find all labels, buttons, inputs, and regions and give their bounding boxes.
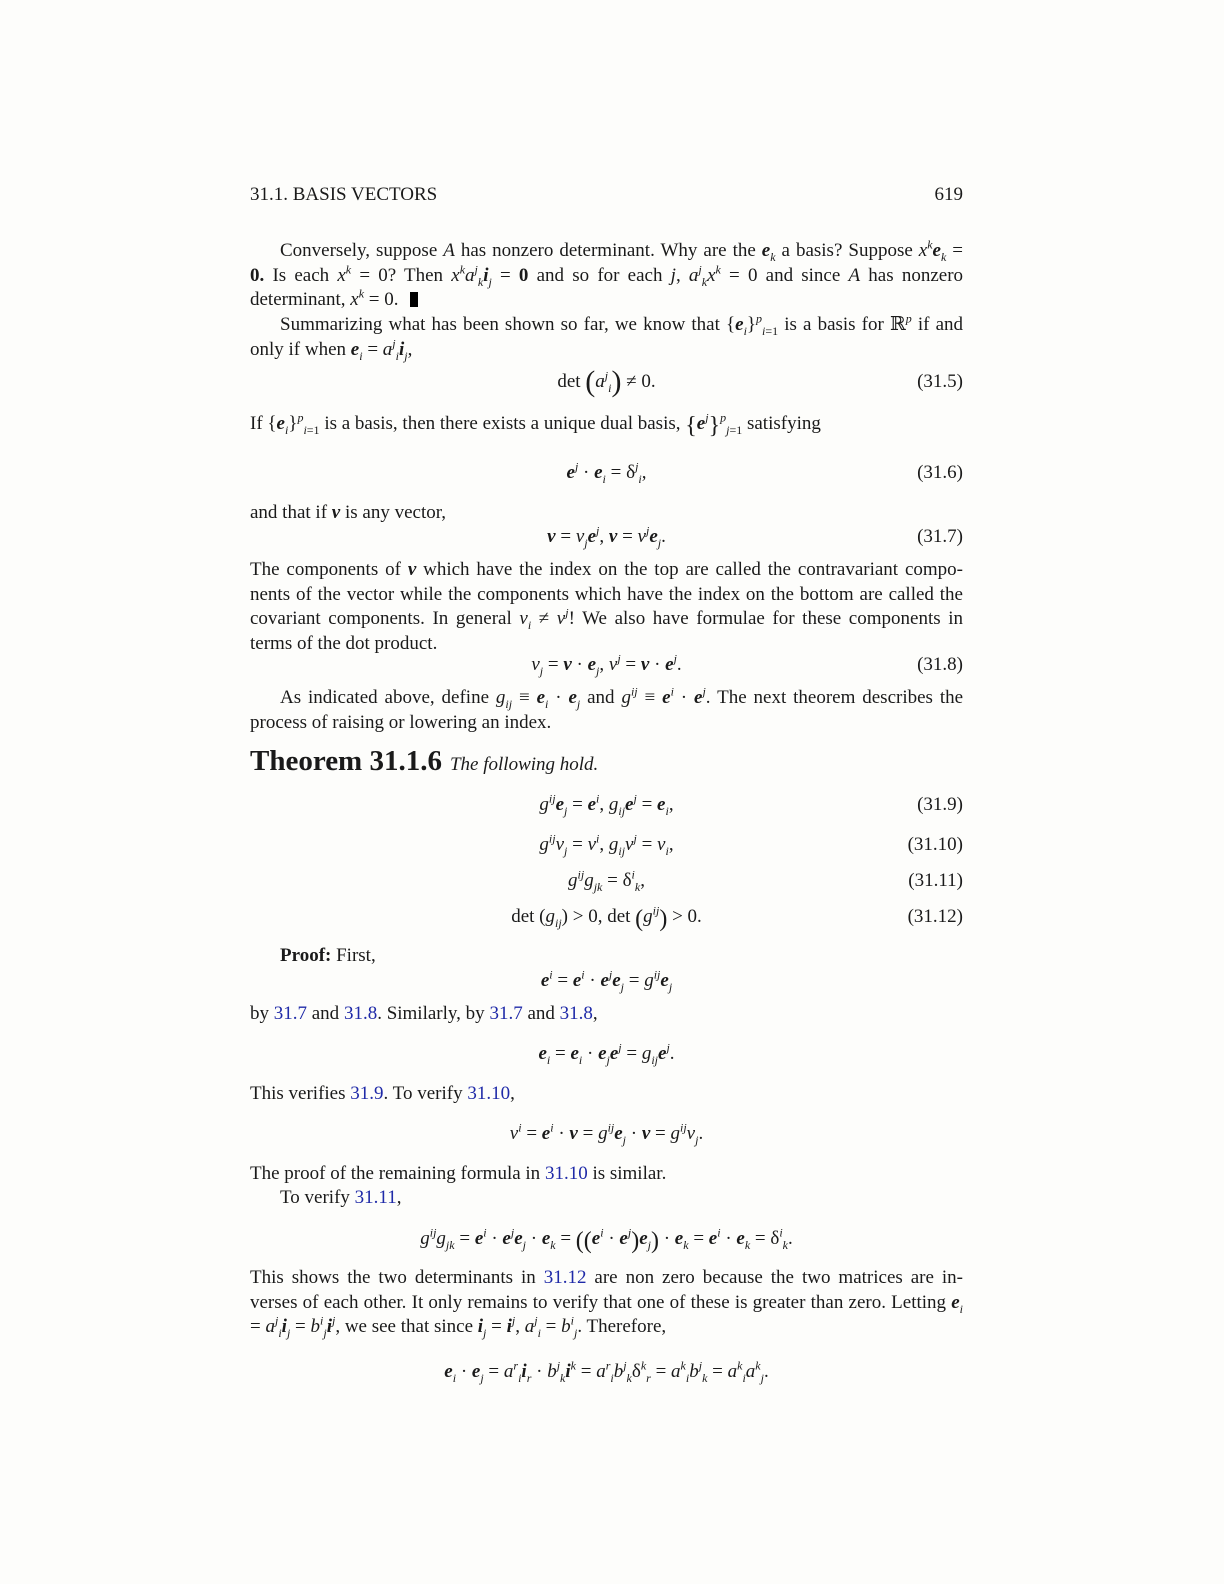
theorem-statement: The following hold.: [449, 754, 599, 775]
paragraph-components: The components of v which have the index on the top are called the contravariant compo- nents of the vector while the components which have the index on the bottom are called the covariant components. In general $v_i \ne v^j$! We also have formulae for these components in terms of the dot product.: [250, 559, 963, 654]
text-fragment: and that if: [250, 502, 328, 523]
ref-link-31-8[interactable]: 31.8: [559, 1003, 593, 1024]
page-number: 619: [934, 184, 963, 205]
paragraph-verify-11: To verify 31.11,: [280, 1187, 402, 1208]
equation-number: (31.12): [907, 906, 963, 927]
paragraph-remaining: [250, 1162, 963, 1187]
equation-number: (31.5): [917, 371, 963, 392]
ref-link-31-12[interactable]: 31.12: [543, 1267, 587, 1288]
text-fragment: is any vector,: [344, 502, 447, 523]
paragraph-summary: Summarizing what has been shown so far, we know that $\{e_i\}^p_{i=1}$ is a basis for ℝ$^p$ if and only if when $e_i = a^j_ii_j$,: [250, 311, 963, 363]
paragraph-determinants: This shows the two determinants in 31.12 are non zero because the two matrices are in- verses of each other. It only remains to verify that one of these is greater than zero. Letting $e_i = a^j_ii_j = b^i_ji^j$, we see that since $i_j = i^j$, $a^j_i = b^i_j$. Therefore,: [250, 1267, 963, 1340]
theorem-title: Theorem 31.1.6: [250, 745, 442, 777]
text-fragment: The components of: [250, 559, 401, 580]
paragraph-converse: Conversely, suppose A has nonzero determinant. Why are the $e_k$ a basis? Suppose $x^ke_k = 0$. Is each $x^k = 0$? Then $x^ka^j_ki_j = 0$ and so for each j, $a^j_kx^k = 0$ and since A has nonzero determinant, $x^k = 0$.: [250, 237, 964, 310]
text-fragment: is similar.: [592, 1163, 667, 1184]
theorem-heading: [250, 745, 598, 778]
paragraph-verifies: This verifies 31.9. To verify 31.10,: [250, 1083, 515, 1104]
equation-number: (31.10): [907, 834, 963, 855]
text-fragment: The proof of the remaining formula in: [250, 1163, 541, 1184]
ref-link-31-9[interactable]: 31.9: [350, 1083, 384, 1104]
equation-number: (31.9): [917, 794, 963, 815]
document-page: 31.1. BASIS VECTORS 619 Conversely, suppose A has nonzero determinant. Why are the $e_k$ a basis? Suppose $x^ke_k = 0$. Is each $x^k = 0$? Then $x^ka^j_ki_j = 0$ and so for each j, $a^j_kx^k = 0$ and since A has nonzero determinant, $x^k = 0$. Summarizing what has been shown so far, we know that $\{e_i\}^p_{i=1}$ is a basis for ℝ$^p$ if and only if when $e_i = a^j_ii_j$, $\det (a^j_i) \ne 0$. (31.5) If $\{e_i\}^p_{i=1}$ is a basis, then there exists a unique dual basis, $\{e^j\}^p_{j=1}$ satisfying $e^j \cdot e_i = \delta^j_i$, (31.6) and that if v is any vector, $v = v_je^j$, $v = v^je_j$. (31.7) The components of v which have the index on the top are called the contravariant compo- nents of the vector while the components which have the index on the bottom are called the covariant components. In general $v_i \ne v^j$! We also have formulae for these components in terms of the dot product. $v_j = v \cdot e_j$, $v^j = v \cdot e^j$. (31.8) As indicated above, define $g_{ij} \equiv e_i \cdot e_j$ and $g^{ij} \equiv e^i \cdot e^j$. The next theorem describes the process of raising or lowering an index. Theorem 31.1.6 The following hold. $g^{ij}e_j = e^i$, $g_{ij}e^j = e_i$, (31.9) $g^{ij}v_j = v^i$, $g_{ij}v^j = v_i$, (31.10) $g^{ij}g_{jk} = \delta^i_k$, (31.11) $\det (g_{ij}) > 0$, $\det (g^{ij}) > 0$. (31.12) Proof: First, $e^i = e^i \cdot e^je_j = g^{ij}e_j$ by 31.7 and 31.8. Similarly, by 31.7 and 31.8, $e_i = e_i \cdot e_je^j = g_{ij}e^j$. This verifies 31.9. To verify 31.10, $v^i = e^i \cdot v = g^{ij}e_j \cdot v = g^{ij}v_j$. The proof of the remaining formula in 31.10 is similar. To verify 31.11, $g^{ij}g_{jk} = e^i \cdot e^je_j \cdot e_k = ((e^i \cdot e^j)e_j) \cdot e_k = e^i \cdot e_k = \delta^i_k$. This shows the two determinants in 31.12 are non zero because the two matrices are in- verses of each other. It only remains to verify that one of these is greater than zero. Letting $e_i = a^j_ii_j = b^i_ji^j$, we see that since $i_j = i^j$, $a^j_i = b^i_j$. Therefore, $e_i \cdot e_j = a^r_ii_r \cdot b^j_ki^k = a^r_ib^j_k\delta^k_r = a^k_ib^j_k = a^k_ia^k_j$.: [250, 184, 964, 1385]
equation-number: (31.7): [917, 526, 963, 547]
ref-link-31-7[interactable]: 31.7: [489, 1003, 523, 1024]
paragraph-define-g: As indicated above, define $g_{ij} \equiv e_i \cdot e_j$ and $g^{ij} \equiv e^i \cdot e^j$. The next theorem describes the process of raising or lowering an index.: [250, 684, 964, 733]
ref-link-31-7[interactable]: 31.7: [273, 1003, 307, 1024]
running-header: [250, 184, 963, 206]
equation-number: (31.6): [917, 462, 963, 483]
text-fragment: First,: [336, 945, 376, 966]
proof-start: [250, 944, 963, 969]
ref-link-31-10[interactable]: 31.10: [467, 1083, 511, 1104]
paragraph-dual-basis: If $\{e_i\}^p_{i=1}$ is a basis, then there exists a unique dual basis, $\{e^j\}^p_{j=1}$ satisfying: [250, 410, 821, 439]
ref-link-31-8[interactable]: 31.8: [343, 1003, 378, 1024]
ref-link-31-11[interactable]: 31.11: [354, 1187, 397, 1208]
ref-link-31-10[interactable]: 31.10: [544, 1163, 588, 1184]
text-fragment: To verify: [280, 1187, 350, 1208]
section-title: 31.1. BASIS VECTORS: [250, 184, 438, 205]
equation-number: (31.8): [917, 654, 963, 675]
proof-label: Proof:: [280, 945, 332, 966]
equation-number: (31.11): [908, 870, 963, 891]
paragraph-any-vector: and that if v is any vector,: [250, 502, 447, 523]
qed-symbol: [410, 292, 418, 307]
paragraph-by-refs: by 31.7 and 31.8. Similarly, by 31.7 and 31.8,: [250, 1003, 598, 1024]
